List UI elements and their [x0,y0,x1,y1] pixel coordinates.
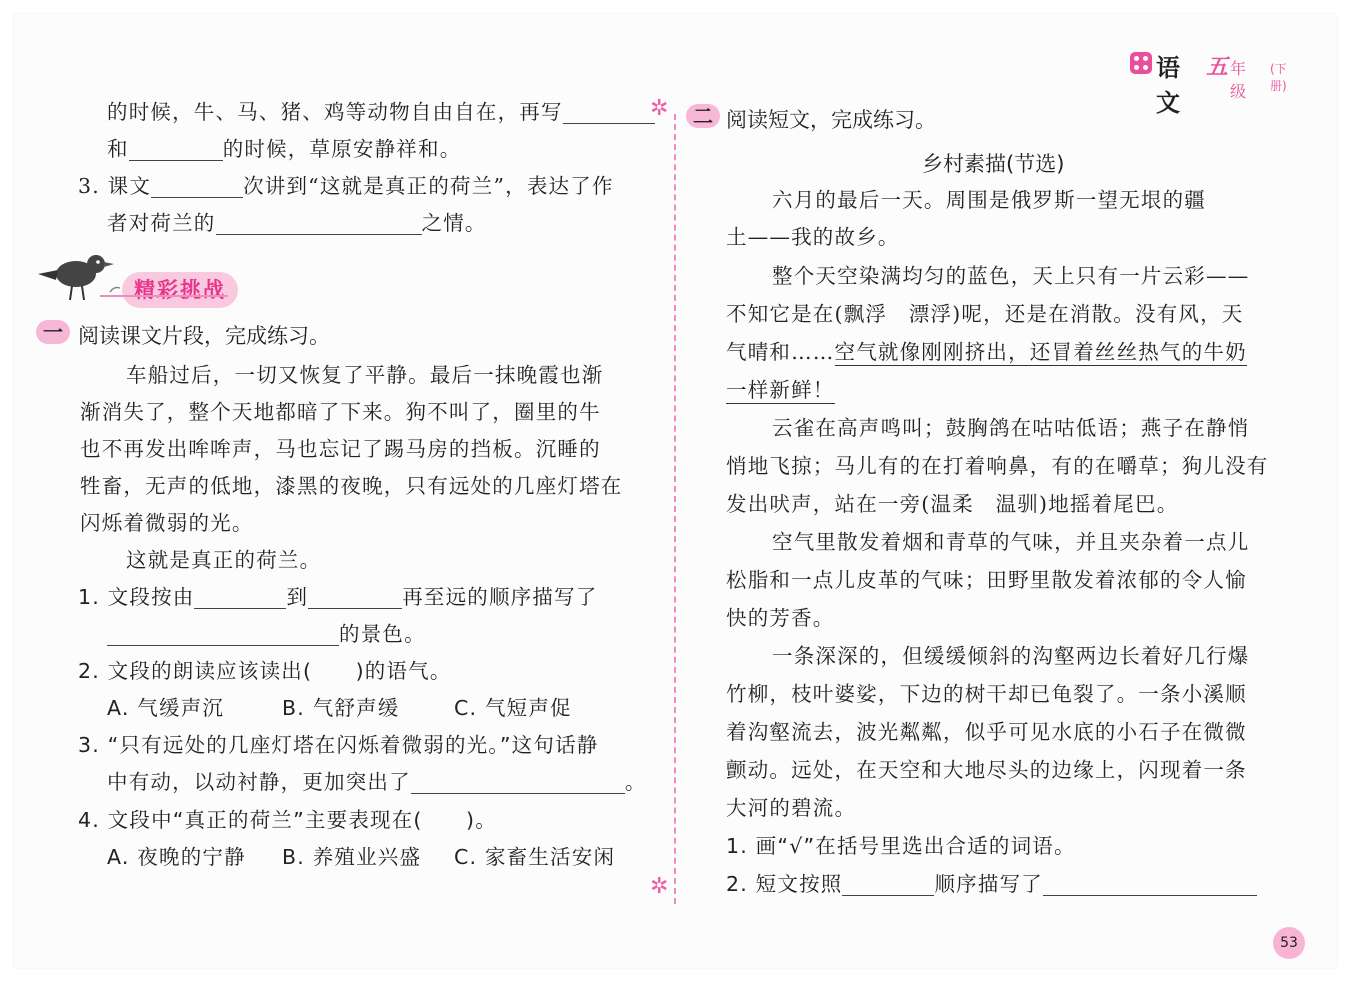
column-divider [674,114,676,904]
article-title: 乡村素描(节选) [922,152,1065,176]
article-line: 一条深深的，但缓缓倾斜的沟壑两边长着好几行爆 [772,644,1250,668]
underlined-sentence: 空气就像刚刚挤出，还冒着丝丝热气的牛奶 [834,340,1247,364]
passage-line: 闪烁着微弱的光。 [80,511,254,535]
section-badge: 二 [686,104,720,128]
passage-line: 也不再发出哞哞声，马也忘记了踢马房的挡板。沉睡的 [80,437,601,461]
option-c[interactable]: C. 气短声促 [454,696,572,720]
left-line-4: 者对荷兰的 之情。 [107,211,487,235]
answer-blank[interactable] [107,625,339,646]
option-b[interactable]: B. 养殖业兴盛 [282,845,422,869]
answer-blank[interactable] [1043,875,1257,896]
article-line: 空气里散发着烟和青草的气味，并且夹杂着一点儿 [772,530,1250,554]
answer-blank[interactable] [411,773,625,794]
question-2: 2. 文段的朗读应该读出( )的语气。 [78,659,452,683]
article-line: 悄地飞掠；马儿有的在打着响鼻，有的在嚼草；狗儿没有 [726,454,1269,478]
option-b[interactable]: B. 气舒声缓 [282,696,400,720]
answer-blank[interactable] [216,214,422,235]
passage-line: 这就是真正的荷兰。 [126,548,322,572]
article-line: 松脂和一点儿皮革的气味；田野里散发着浓郁的令人愉 [726,568,1247,592]
question-1-cont: 的景色。 [107,622,426,646]
answer-blank[interactable] [129,140,223,161]
option-a[interactable]: A. 气缓声沉 [107,696,225,720]
workbook-page [14,14,1336,968]
question-3: 3. “只有远处的几座灯塔在闪烁着微弱的光。”这句话静 [78,733,599,757]
banner-underline [100,295,228,297]
article-line: 气晴和……空气就像刚刚挤出，还冒着丝丝热气的牛奶 [726,340,1247,364]
article-line: 颤动。远处，在天空和大地尽头的边缘上，闪现着一条 [726,758,1247,782]
article-line: 大河的碧流。 [726,796,857,820]
option-a[interactable]: A. 夜晚的宁静 [107,845,246,869]
option-c[interactable]: C. 家畜生活安闲 [454,845,616,869]
challenge-banner: 精彩挑战 [122,272,238,308]
article-line: 着沟壑流去，波光粼粼，似乎可见水底的小石子在微微 [726,720,1247,744]
article-line: 六月的最后一天。周围是俄罗斯一望无垠的疆 [772,188,1206,212]
article-line: 云雀在高声鸣叫；鼓胸鸽在咕咕低语；燕子在静悄 [772,416,1250,440]
left-line-1: 的时候，牛、马、猪、鸡等动物自由自在，再写 [107,100,655,124]
left-line-3: 3. 课文 次讲到“这就是真正的荷兰”，表达了作 [78,174,614,198]
article-line: 竹柳，枝叶婆娑，下边的树干却已龟裂了。一条小溪顺 [726,682,1247,706]
article-line: 快的芳香。 [726,606,835,630]
subject-label: 语文 [1156,54,1180,117]
answer-blank[interactable] [194,588,286,609]
volume-label: (下册) [1270,62,1287,93]
passage-line: 渐消失了，整个天地都暗了下来。狗不叫了，圈里的牛 [80,400,601,424]
article-line: 发出吠声，站在一旁(温柔 温驯)地摇着尾巴。 [726,492,1179,516]
star-icon: ✲ [650,874,669,899]
question-2: 2. 短文按照 顺序描写了 [726,872,1257,896]
passage-line: 牲畜，无声的低地，漆黑的夜晚，只有远处的几座灯塔在 [80,474,623,498]
article-line: 不知它是在(飘浮 漂浮)呢，还是在消散。没有风，天 [726,302,1244,326]
grade-word: 年级 [1230,59,1247,101]
question-4: 4. 文段中“真正的荷兰”主要表现在( )。 [78,808,497,832]
passage-line: 车船过后，一切又恢复了平静。最后一抹晚霞也渐 [126,363,604,387]
grade-number: 五 [1206,55,1229,80]
dice-icon [1130,52,1152,74]
star-icon: ✲ [650,96,669,121]
article-line [726,378,835,402]
page-number: 53 [1273,927,1305,959]
article-line: 土——我的故乡。 [726,225,900,249]
section-badge: 一 [36,320,70,344]
question-3-cont: 中有动，以动衬静，更加突出了 。 [107,770,647,794]
answer-blank[interactable] [308,588,402,609]
left-line-2: 和 的时候，草原安静祥和。 [107,137,462,161]
underlined-sentence: 一样新鲜！ [726,378,835,402]
question-1: 1. 画“√”在括号里选出合适的词语。 [726,834,1076,858]
answer-blank[interactable] [563,103,655,124]
article-line: 整个天空染满均匀的蓝色，天上只有一片云彩—— [772,264,1250,288]
section-title: 阅读短文，完成练习。 [726,108,936,132]
bird-icon [36,248,120,302]
question-1: 1. 文段按由 到 再至远的顺序描写了 [78,585,598,609]
section-title: 阅读课文片段，完成练习。 [78,324,330,348]
answer-blank[interactable] [151,177,243,198]
answer-blank[interactable] [842,875,934,896]
